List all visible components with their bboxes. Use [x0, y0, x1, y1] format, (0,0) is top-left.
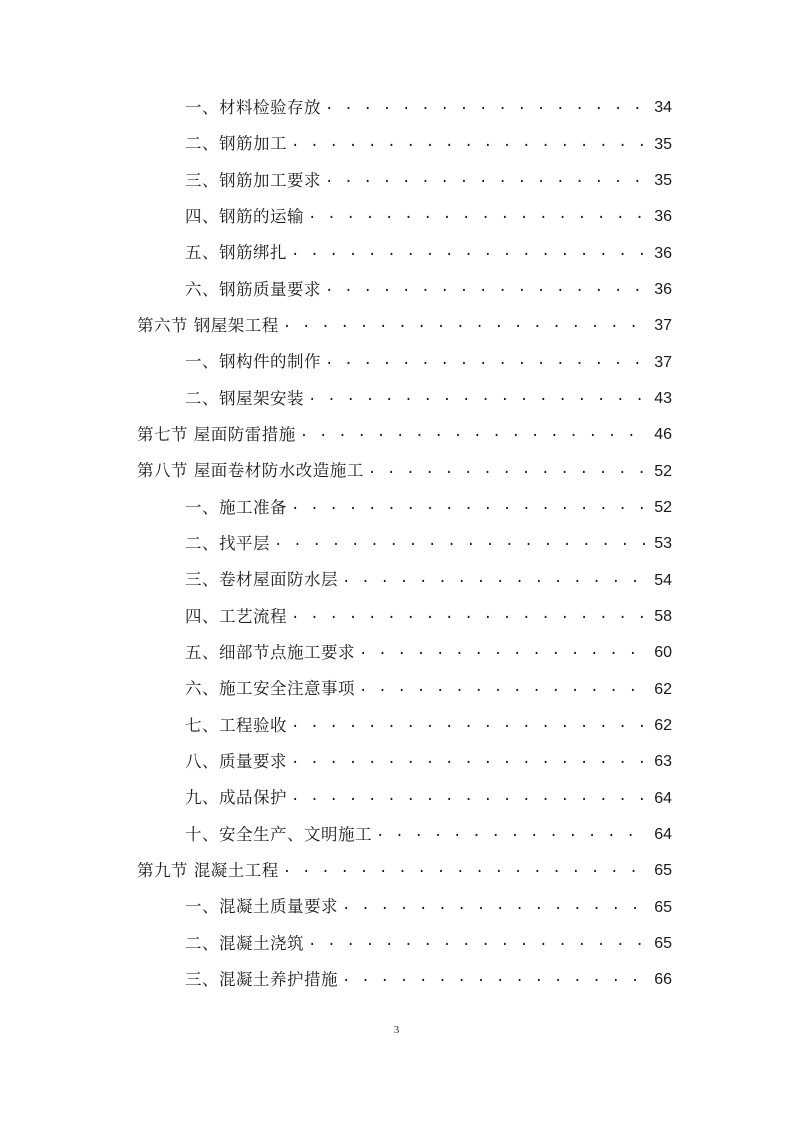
toc-dot-leader: [291, 498, 648, 512]
toc-page-number: 52: [654, 462, 672, 480]
toc-page-number: 35: [654, 171, 672, 189]
toc-entry-label: 三、钢筋加工要求: [185, 170, 321, 190]
toc-entry-label: 二、钢筋加工: [185, 134, 287, 154]
toc-section-entry[interactable]: [0, 308, 793, 344]
toc-dot-leader: [342, 898, 648, 912]
toc-subsection-entry[interactable]: [0, 90, 793, 126]
toc-entry-label: 四、工艺流程: [185, 606, 287, 626]
toc-dot-leader: [274, 534, 648, 548]
toc-subsection-entry[interactable]: [0, 526, 793, 562]
toc-subsection-entry[interactable]: [0, 962, 793, 998]
toc-dot-leader: [325, 98, 648, 112]
toc-entry-label: 一、施工准备: [185, 497, 287, 517]
toc-subsection-entry[interactable]: [0, 126, 793, 162]
toc-page-number: 46: [654, 426, 672, 444]
toc-entry-label: 二、找平层: [185, 534, 270, 554]
toc-entry-label: 六、钢筋质量要求: [185, 279, 321, 299]
toc-dot-leader: [291, 789, 648, 803]
toc-dot-leader: [368, 462, 648, 476]
toc-page-number: 62: [654, 680, 672, 698]
toc-dot-leader: [342, 571, 648, 585]
toc-subsection-entry[interactable]: [0, 235, 793, 271]
toc-subsection-entry[interactable]: [0, 163, 793, 199]
toc-dot-leader: [308, 389, 648, 403]
toc-entry-label: 第七节 屋面防雷措施: [137, 425, 296, 445]
toc-subsection-entry[interactable]: [0, 817, 793, 853]
toc-page-number: 37: [654, 353, 672, 371]
toc-dot-leader: [291, 244, 648, 258]
toc-dot-leader: [283, 861, 648, 875]
toc-page-number: 64: [654, 826, 672, 844]
toc-entry-label: 二、钢屋架安装: [185, 388, 304, 408]
toc-dot-leader: [376, 825, 648, 839]
toc-section-entry[interactable]: [0, 453, 793, 489]
toc-dot-leader: [291, 135, 648, 149]
toc-entry-label: 四、钢筋的运输: [185, 206, 304, 226]
toc-entry-label: 二、混凝土浇筑: [185, 933, 304, 953]
toc-subsection-entry[interactable]: [0, 781, 793, 817]
toc-page-number: 52: [654, 498, 672, 516]
toc-page-number: 60: [654, 644, 672, 662]
toc-subsection-entry[interactable]: [0, 381, 793, 417]
toc-entry-label: 九、成品保护: [185, 788, 287, 808]
toc-entry-label: 一、材料检验存放: [185, 97, 321, 117]
toc-page-number: 36: [654, 280, 672, 298]
toc-dot-leader: [325, 171, 648, 185]
toc-page-number: 65: [654, 862, 672, 880]
toc-entry-label: 一、钢构件的制作: [185, 352, 321, 372]
toc-subsection-entry[interactable]: [0, 344, 793, 380]
toc-entry-label: 第六节 钢屋架工程: [137, 315, 279, 335]
toc-dot-leader: [308, 207, 648, 221]
toc-subsection-entry[interactable]: [0, 890, 793, 926]
toc-page-number: 62: [654, 717, 672, 735]
toc-subsection-entry[interactable]: [0, 599, 793, 635]
toc-page-number: 37: [654, 317, 672, 335]
toc-subsection-entry[interactable]: [0, 562, 793, 598]
toc-entry-label: 五、细部节点施工要求: [185, 643, 355, 663]
toc-entry-label: 五、钢筋绑扎: [185, 243, 287, 263]
toc-entry-label: 三、卷材屋面防水层: [185, 570, 338, 590]
toc-entry-label: 六、施工安全注意事项: [185, 679, 355, 699]
toc-dot-leader: [300, 425, 648, 439]
toc-page-number: 58: [654, 607, 672, 625]
toc-subsection-entry[interactable]: [0, 635, 793, 671]
toc-page-number: 53: [654, 535, 672, 553]
toc-entry-label: 一、混凝土质量要求: [185, 897, 338, 917]
toc-subsection-entry[interactable]: [0, 708, 793, 744]
toc-dot-leader: [308, 934, 648, 948]
toc-page-number: 35: [654, 135, 672, 153]
toc-subsection-entry[interactable]: [0, 199, 793, 235]
toc-page-number: 34: [654, 99, 672, 117]
table-of-contents: [0, 90, 793, 999]
toc-page-number: 43: [654, 389, 672, 407]
toc-entry-label: 第八节 屋面卷材防水改造施工: [137, 461, 364, 481]
toc-page-number: 65: [654, 898, 672, 916]
toc-entry-label: 七、工程验收: [185, 715, 287, 735]
toc-subsection-entry[interactable]: [0, 272, 793, 308]
toc-page-number: 54: [654, 571, 672, 589]
toc-entry-label: 十、安全生产、文明施工: [185, 824, 372, 844]
toc-dot-leader: [291, 716, 648, 730]
toc-dot-leader: [291, 607, 648, 621]
toc-page-number: 66: [654, 971, 672, 989]
toc-subsection-entry[interactable]: [0, 926, 793, 962]
toc-page-number: 36: [654, 244, 672, 262]
toc-dot-leader: [359, 680, 648, 694]
toc-section-entry[interactable]: [0, 853, 793, 889]
toc-subsection-entry[interactable]: [0, 672, 793, 708]
toc-dot-leader: [359, 643, 648, 657]
page-number: 3: [393, 1024, 400, 1036]
toc-dot-leader: [325, 353, 648, 367]
toc-page-number: 65: [654, 935, 672, 953]
toc-page-number: 63: [654, 753, 672, 771]
toc-dot-leader: [283, 316, 648, 330]
toc-entry-label: 第九节 混凝土工程: [137, 861, 279, 881]
toc-dot-leader: [325, 280, 648, 294]
toc-entry-label: 八、质量要求: [185, 752, 287, 772]
toc-page-number: 64: [654, 789, 672, 807]
toc-entry-label: 三、混凝土养护措施: [185, 970, 338, 990]
toc-dot-leader: [342, 970, 648, 984]
toc-dot-leader: [291, 752, 648, 766]
toc-subsection-entry[interactable]: [0, 744, 793, 780]
toc-section-entry[interactable]: [0, 417, 793, 453]
toc-page-number: 36: [654, 208, 672, 226]
toc-subsection-entry[interactable]: [0, 490, 793, 526]
